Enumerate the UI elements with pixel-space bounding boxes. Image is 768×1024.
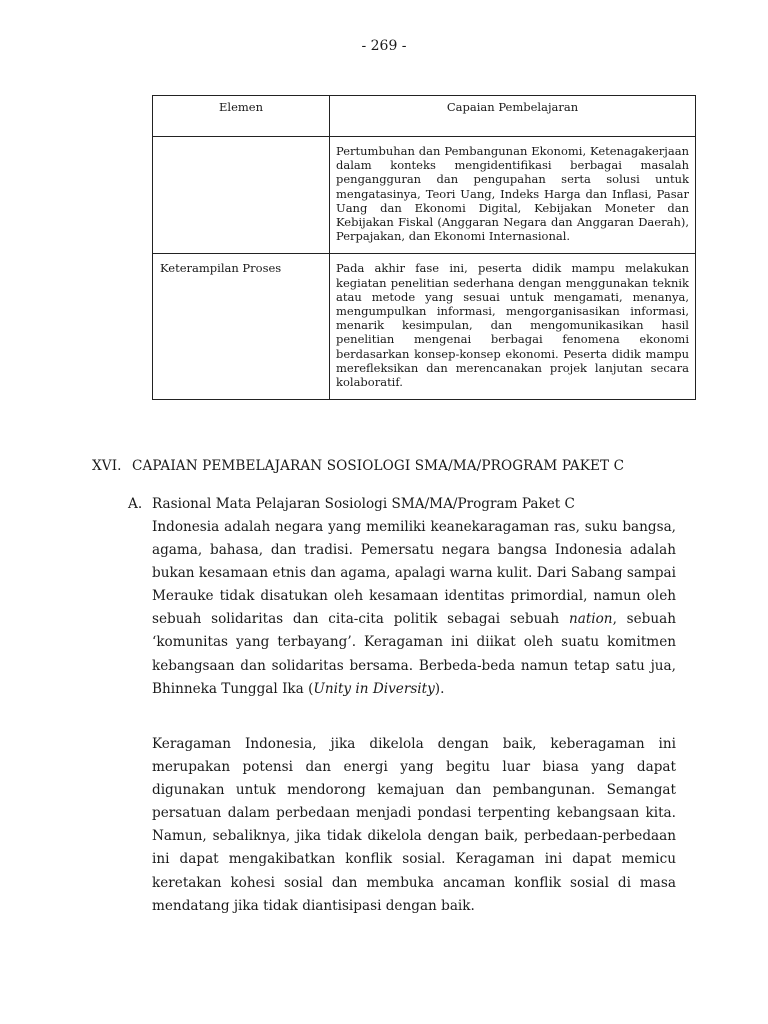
table-cell-elemen: Keterampilan Proses: [153, 254, 330, 400]
subsection-letter: A.: [128, 496, 143, 512]
table-cell-capaian: Pada akhir fase ini, peserta didik mampu melakukan kegiatan penelitian sederhana dengan menggunakan teknik atau metode yang sesuai untuk mengamati, menanya, mengumpulkan informasi, mengorganisasikan informasi, menarik kesimpulan, dan mengomunikasikan hasil penelitian mengenai berbagai fenomena ekonomi berdasarkan konsep-konsep ekonomi. Peserta didik mampu merefleksikan dan merencanakan projek lanjutan secara kolaboratif.: [330, 254, 696, 400]
subsection-heading: [128, 496, 575, 512]
section-title: CAPAIAN PEMBELAJARAN SOSIOLOGI SMA/MA/PROGRAM PAKET C: [132, 458, 625, 474]
header-capaian: Capaian Pembelajaran: [330, 96, 696, 137]
paragraph-rasional-1: [152, 516, 676, 701]
paragraph-text: , sebuah ‘komunitas yang terbayang’. Keragaman ini diikat oleh suatu komitmen kebangsaan dan solidaritas bersama. Berbeda-beda namun tetap satu jua, Bhinneka Tunggal Ika (: [152, 611, 676, 697]
header-elemen: Elemen: [153, 96, 330, 137]
section-numeral: XVI.: [92, 458, 122, 474]
table-cell-capaian: Pertumbuhan dan Pembangunan Ekonomi, Ketenagakerjaan dalam konteks mengidentifikasi berbagai masalah pengangguran dan pengupahan serta solusi untuk mengatasinya, Teori Uang, Indeks Harga dan Inflasi, Pasar Uang dan Ekonomi Digital, Kebijakan Moneter dan Kebijakan Fiskal (Anggaran Negara dan Anggaran Daerah), Perpajakan, dan Ekonomi Internasional.: [330, 137, 696, 254]
subsection-title: Rasional Mata Pelajaran Sosiologi SMA/MA/Program Paket C: [152, 496, 575, 512]
paragraph-italic-term: Unity in Diversity: [313, 680, 435, 697]
paragraph-text: Indonesia adalah negara yang memiliki keanekaragaman ras, suku bangsa, agama, bahasa, dan tradisi. Pemersatu negara bangsa Indonesia adalah bukan kesamaan etnis dan agama, apalagi warna kulit. Dari Sabang sampai Merauke tidak disatukan oleh kesamaan identitas primordial, namun oleh sebuah solidaritas dan cita-cita politik sebagai sebuah: [152, 519, 676, 628]
section-heading: [92, 458, 624, 474]
table-cell-elemen: [153, 137, 330, 254]
table-row: [153, 137, 696, 254]
paragraph-rasional-2: Keragaman Indonesia, jika dikelola dengan baik, keberagaman ini merupakan potensi dan energi yang begitu luar biasa yang dapat digunakan untuk mendorong kemajuan dan pembangunan. Semangat persatuan dalam perbedaan menjadi pondasi terpenting kebangsaan kita. Namun, sebaliknya, jika tidak dikelola dengan baik, perbedaan-perbedaan ini dapat mengakibatkan konflik sosial. Keragaman ini dapat memicu keretakan kohesi sosial dan membuka ancaman konflik sosial di masa mendatang jika tidak diantisipasi dengan baik.: [152, 736, 676, 914]
paragraph-text: ).: [434, 680, 445, 697]
table-row: [153, 254, 696, 400]
table-header-row: [153, 96, 696, 137]
page-number: - 269 -: [361, 38, 407, 54]
capaian-table: [152, 95, 696, 400]
paragraph-italic-term: nation: [568, 611, 613, 628]
